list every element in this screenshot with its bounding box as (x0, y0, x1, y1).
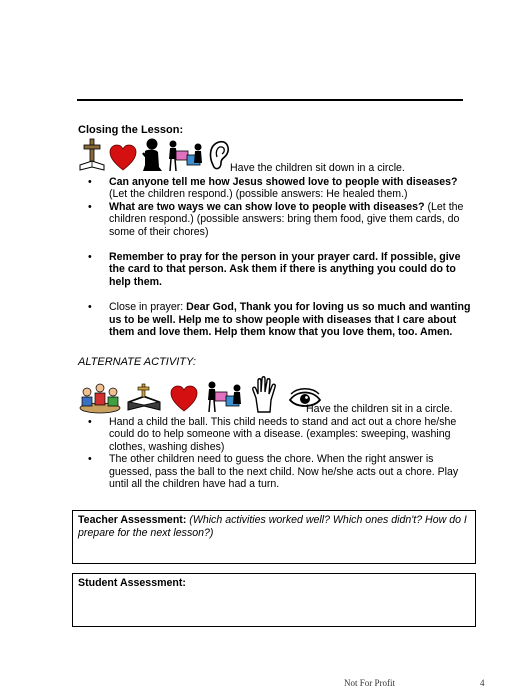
heart-icon (170, 384, 198, 414)
bullet-icon: • (88, 453, 92, 466)
bullet-icon: • (88, 176, 92, 188)
alternate-icon-row (78, 376, 322, 414)
question-text: What are two ways we can show love to people with diseases? (109, 200, 425, 213)
top-divider (77, 99, 463, 101)
gift-exchange-icon (204, 380, 244, 414)
activity-instruction-text: Hand a child the ball. This child needs to stand and act out a chore he/she could do to help someone with a disease. (examples: sweeping, washing clothes, washing dishes) (109, 416, 457, 453)
list-item (78, 176, 478, 201)
closing-bullet-list (78, 176, 478, 338)
prayer-text: Dear God, Thank you for loving us so much and wanting us to be well. Help me to show people with diseases that I care about them and love them. Help them know that you love them, too. Amen. (109, 301, 471, 339)
prayer-reminder-text: Remember to pray for the person in your prayer card. If possible, give the card to that person. Ask them if there is anything you could do to help them. (109, 251, 461, 288)
bullet-icon: • (88, 251, 92, 264)
teacher-assessment-box (72, 510, 476, 564)
alternate-activity-heading: ALTERNATE ACTIVITY: (78, 356, 196, 368)
list-item (78, 251, 478, 288)
closing-heading: Closing the Lesson: (78, 124, 184, 136)
student-assessment-box (72, 573, 476, 627)
praying-child-icon (139, 137, 163, 173)
bullet-icon: • (88, 301, 92, 314)
answer-text: (Let the children respond.) (possible answers: bring them food, give them cards, do some of their chores) (109, 200, 464, 238)
prayer-lead-text: Close in prayer: (109, 301, 187, 314)
heart-icon (109, 143, 137, 173)
activity-instruction-text: The other children need to guess the chore. When the right answer is guessed, pass the ball to the next child. Now he/she acts out a chore. Play until all the children have had a turn. (109, 453, 459, 491)
bible-icon (126, 380, 162, 414)
closing-icon-row (78, 137, 231, 173)
list-item (78, 301, 478, 338)
list-item (78, 201, 478, 238)
gift-exchange-icon (165, 139, 205, 173)
page-number: 4 (480, 678, 485, 688)
hand-icon (250, 376, 278, 414)
teacher-assessment-prompt: (Which activities worked well? Which ones didn't? How do I prepare for the next lesson?) (78, 514, 467, 539)
closing-icon-cue: Have the children sit down in a circle. (230, 162, 405, 174)
footer-text: Not For Profit (344, 678, 396, 688)
student-assessment-label: Student Assessment: (78, 577, 186, 589)
bullet-icon: • (88, 200, 92, 213)
teacher-assessment-label: Teacher Assessment: (78, 514, 187, 526)
list-item (78, 416, 478, 453)
ear-icon (207, 139, 231, 173)
answer-text: (Let the children respond.) (possible answers: He healed them.) (109, 188, 408, 201)
alternate-icon-cue: Have the children sit in a circle. (306, 403, 453, 415)
cross-bible-icon (78, 137, 106, 173)
bullet-icon: • (88, 416, 92, 428)
list-item (78, 453, 478, 490)
alternate-bullet-list (78, 416, 478, 490)
group-children-icon (78, 380, 122, 414)
question-text: Can anyone tell me how Jesus showed love to people with diseases? (109, 176, 458, 188)
